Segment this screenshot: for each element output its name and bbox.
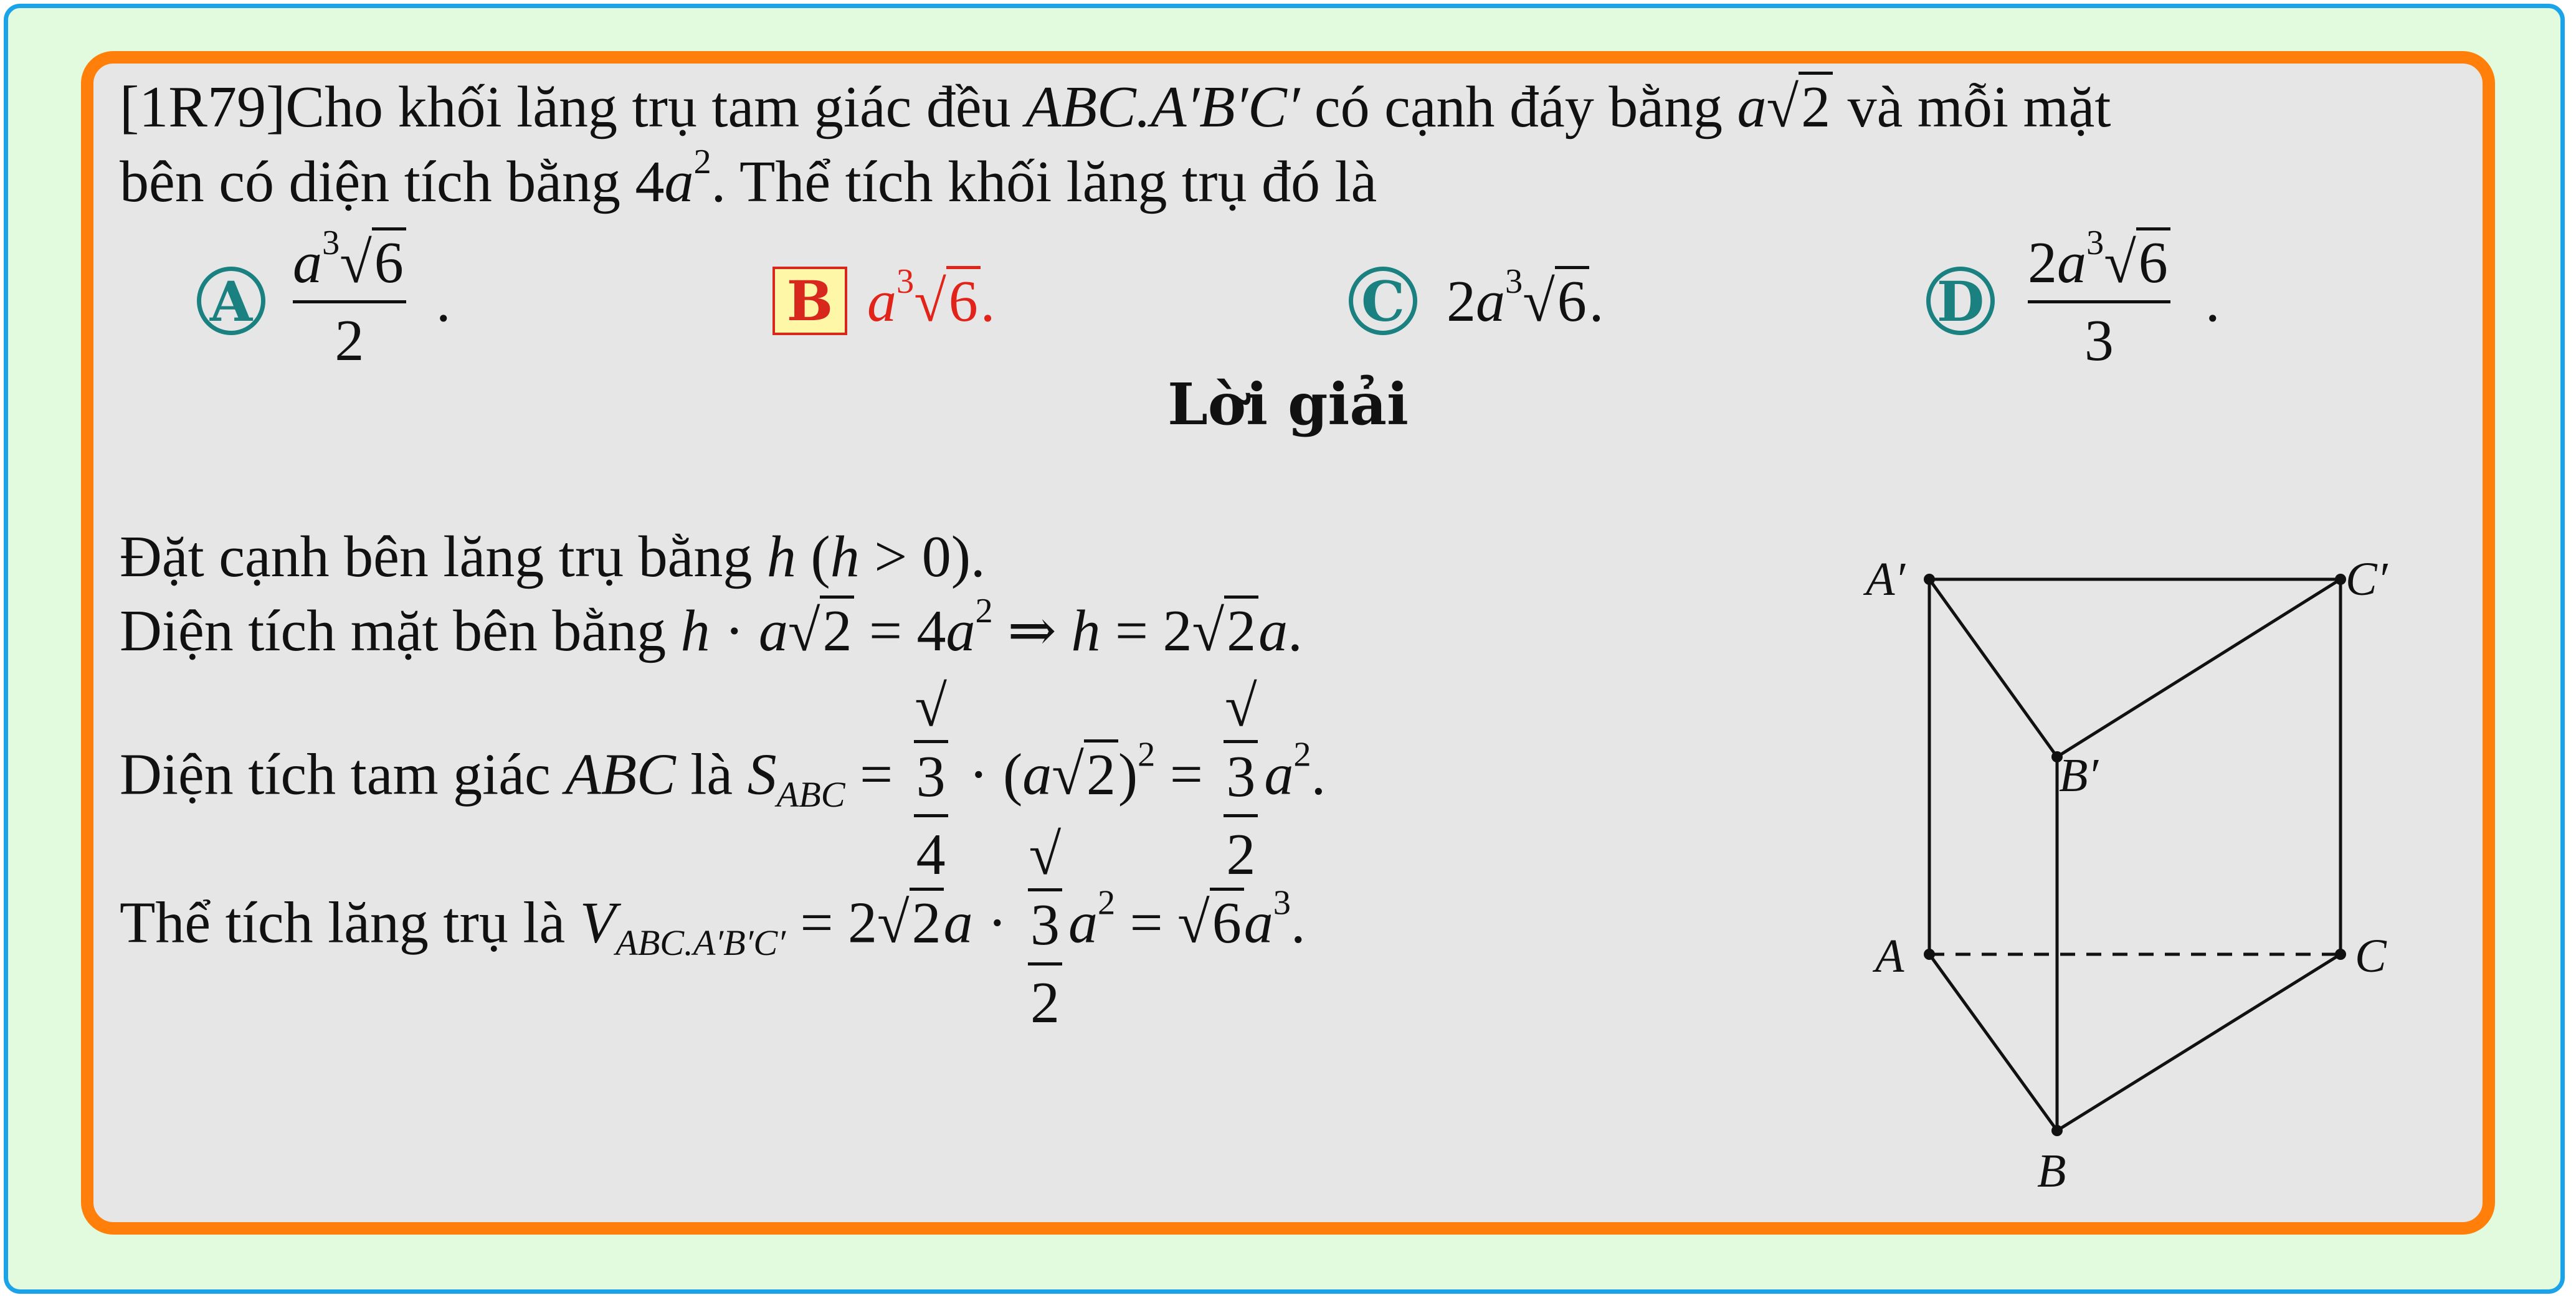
vertex-c [2335,949,2346,960]
solution-line-3: Diện tích tam giác ABC là $S_{ABC}$ = √ 3 4 · $(a√2)^2$ = √ 3 2 $a^2$. [120,674,1326,887]
option-a-badge[interactable]: A [197,267,265,335]
edge-ap-bp [1929,579,2057,757]
edge-a-b [1929,954,2057,1131]
option-d-period: . [2205,269,2220,334]
label-b: B [2037,1145,2066,1197]
label-ap: A′ [1866,553,1906,605]
label-cp: C′ [2345,553,2388,605]
edge-bp-cp [2057,579,2341,757]
vertex-ap [1924,574,1935,585]
option-a-period: . [436,269,451,334]
question-line-1: [1R79]Cho khối lăng trụ tam giác đều ABC.A′B′C′ có cạnh đáy bằng a√2 và mỗi mặt [120,74,2111,141]
label-a: A [1875,930,1904,982]
solution-title: Lời giải [1167,371,1409,438]
label-bp: B′ [2059,749,2099,802]
vertex-cp [2335,574,2346,585]
question-line-2: bên có diện tích bằng $4a^2$. Thể tích khối lăng trụ đó là [120,142,1377,214]
option-a-text[interactable]: $a^3√6$ 2 [293,229,406,374]
label-c: C [2355,930,2387,982]
vertex-b [2051,1125,2063,1136]
option-b-text[interactable]: $a^3√6$. [867,262,996,334]
edge-b-c [2057,954,2341,1131]
option-d-text[interactable]: $2a^3√6$ 3 [2028,229,2170,374]
option-d-badge[interactable]: D [1926,267,1995,335]
solution-line-1: Đặt cạnh bên lăng trụ bằng h (h > 0). [120,524,986,589]
solution-line-2: Diện tích mặt bên bằng $h \cdot a√2 = 4a^2$ ⇒ h = 2√2a. [120,591,1303,663]
solution-line-4: Thể tích lăng trụ là $V_{ABC.A'B'C'} = 2√2a$ · √ 3 2 $a^2 = √6a^3$. [120,822,1306,1035]
option-c-text[interactable]: $2a^3√6$. [1447,262,1604,334]
vertex-a [1924,949,1935,960]
option-b-badge[interactable]: B [772,267,847,335]
option-c-badge[interactable]: C [1349,267,1417,335]
